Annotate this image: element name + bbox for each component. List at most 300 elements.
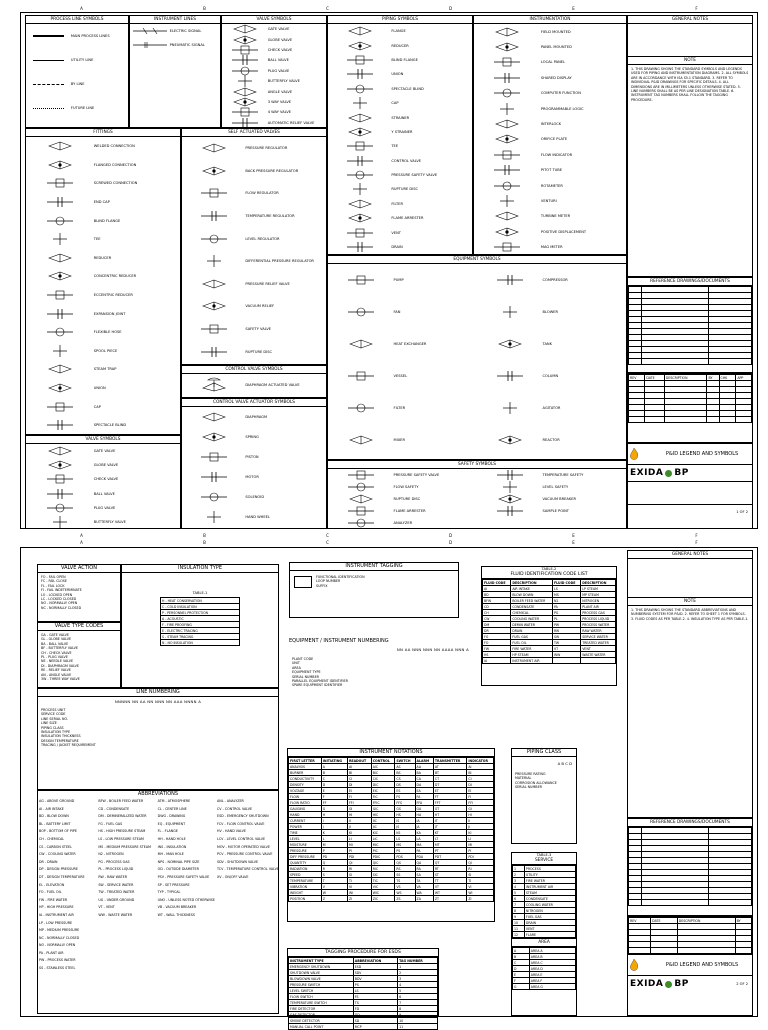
list-item: AG - ABOVE GROUND: [39, 799, 75, 803]
table-cell: PDS: [395, 854, 415, 860]
symbol-glyph-icon: [328, 53, 391, 67]
symbol-label: ORIFICE PLATE: [540, 137, 568, 142]
list-item: PIPING CLASS: [41, 725, 64, 730]
table-cell: FS: [395, 794, 415, 800]
title-block: [627, 443, 753, 529]
legend-row: [26, 286, 180, 305]
table-cell: P - PERSONNEL PROTECTION: [161, 610, 240, 616]
revision-panel: [627, 373, 753, 443]
symbol-label: SHARED DISPLAY: [540, 75, 572, 80]
symbol-glyph-icon: [328, 505, 394, 517]
list-item: AN - ANGLE VALVE: [41, 672, 72, 677]
symbol-label: RUPTURE DISC: [245, 349, 273, 354]
symbol-glyph-icon: [182, 318, 245, 341]
table-cell: PI: [347, 848, 371, 854]
notes-subtitle: NOTE: [628, 598, 752, 606]
table-cell: LIC: [371, 836, 395, 842]
list-item: BA - BALL VALVE: [41, 641, 69, 646]
table-cell: PLANT AIR: [581, 604, 616, 610]
list-item: EQ - EQUIPMENT: [157, 821, 186, 826]
list-item: VB - VACUUM BREAKER: [157, 905, 197, 910]
legend-row: [474, 224, 626, 239]
symbol-glyph-icon: [26, 174, 94, 193]
symbol-glyph-icon: [26, 515, 94, 529]
table-cell: HIC: [371, 812, 395, 818]
symbol-label: PITOT TUBE: [540, 168, 563, 173]
list-item: HP - HIGH PRESSURE: [39, 905, 74, 910]
table-cell: FUEL GAS: [511, 634, 553, 640]
panel-title: VALVE ACTION: [38, 565, 120, 573]
list-item: RE - RELIEF VALVE: [41, 668, 71, 673]
piping-class-format: A B C D: [557, 761, 572, 766]
symbol-glyph-icon: [26, 379, 94, 398]
symbol-label: COLUMN: [542, 374, 559, 378]
table-cell: FI: [467, 794, 494, 800]
table-cell: AS: [395, 764, 415, 770]
legend-row: [26, 304, 180, 323]
symbol-glyph-icon: [182, 227, 245, 250]
symbol-glyph-icon: [26, 360, 94, 379]
table-cell: BT: [433, 770, 467, 776]
list-item: SW - SERVICE WATER: [98, 882, 134, 887]
legend-row: [474, 163, 626, 178]
table-cell: VI: [347, 884, 371, 890]
list-item: TW - TREATED WATER: [98, 890, 135, 895]
table-cell: LEVEL: [289, 836, 322, 842]
ruler-letter: B: [203, 539, 206, 545]
table-cell: LI: [467, 836, 494, 842]
table-cell: HA: [415, 812, 433, 818]
symbol-glyph-icon: [182, 507, 245, 527]
list-item: SS - STAINLESS STEEL: [39, 966, 76, 971]
table-cell: ZA: [415, 896, 433, 902]
table-cell: ESD: [353, 964, 397, 970]
symbol-glyph-icon: [474, 147, 541, 162]
table-cell: AREA A: [529, 948, 575, 954]
ruler-letter: E: [572, 532, 575, 538]
table-cell: FLARE: [524, 932, 575, 938]
table-cell: ZI: [467, 896, 494, 902]
table-header: INDICATOR: [467, 758, 494, 764]
list-item: HH - HAND HOLE: [157, 836, 186, 841]
table-cell: FI: [347, 794, 371, 800]
legend-row: [474, 209, 626, 224]
symbol-label: BLIND FLANGE: [93, 218, 121, 223]
table-cell: DRAIN: [524, 920, 575, 926]
table-cell: DI: [467, 782, 494, 788]
equipment-numbering-panel: [289, 638, 473, 730]
symbol-glyph-icon: [26, 472, 94, 486]
table-cell: PROCESS WATER: [581, 622, 616, 628]
instrument-lines-panel: [129, 15, 221, 128]
legend-row: [328, 481, 477, 493]
table-header: CONTROL: [371, 758, 395, 764]
symbol-label: FLANGE: [391, 29, 406, 34]
table-cell: FS: [353, 994, 397, 1000]
symbol-glyph-icon: [26, 487, 94, 501]
symbol-glyph-icon: [26, 267, 94, 286]
table-cell: EI: [347, 788, 371, 794]
list-item: ANL - ANALYZER: [216, 799, 244, 803]
table-cell: DEMIN WATER: [511, 622, 553, 628]
table-cell: CS: [395, 776, 415, 782]
legend-row: [477, 469, 626, 481]
top-ruler-2: [20, 538, 758, 546]
legend-row: [182, 467, 326, 487]
instrumentation-panel: [473, 15, 627, 255]
table-cell: FFA: [415, 800, 433, 806]
panel-title: ABBREVIATIONS: [137, 791, 179, 797]
list-item: PL - PROCESS LIQUID: [98, 867, 134, 872]
list-item: FW - FIRE WATER: [39, 897, 68, 902]
ruler-letter: E: [572, 539, 575, 545]
list-item: EQUIPMENT TYPE: [292, 670, 321, 675]
list-item: WW - WASTE WATER: [98, 912, 133, 917]
symbol-label: TEMPERATURE REGULATOR: [245, 214, 295, 219]
legend-row: [474, 147, 626, 162]
table-cell: FLOW: [289, 794, 322, 800]
table-cell: 10: [398, 1018, 438, 1024]
panel-title: PIPING CLASS: [512, 749, 576, 757]
table-header: ALARM: [415, 758, 433, 764]
legend-row: [328, 168, 472, 182]
table-cell: RIC: [371, 866, 395, 872]
table-cell: R: [321, 866, 347, 872]
legend-row: [182, 407, 326, 427]
list-item: VT - VENT: [98, 905, 115, 910]
table-row: [513, 984, 576, 990]
list-item: CW - COOLING WATER: [39, 852, 76, 857]
table-cell: IS: [395, 818, 415, 824]
symbol-glyph-icon: [477, 469, 543, 481]
list-item: OD - OUTSIDE DIAMETER: [157, 867, 199, 872]
list-item: DT - DESIGN TEMPERATURE: [39, 874, 85, 879]
symbol-label: INTERLOCK: [540, 122, 562, 127]
table-cell: SDV: [353, 970, 397, 976]
table-cell: SA: [415, 872, 433, 878]
symbol-label: SPECTACLE BLIND: [93, 423, 127, 428]
panel-title: SERVICE: [512, 857, 576, 865]
table-cell: LS: [395, 836, 415, 842]
table-cell: W: [321, 890, 347, 896]
legend-row: [328, 82, 472, 96]
legend-row: [474, 39, 626, 54]
bp-helios-icon: [665, 981, 672, 988]
table-cell: GD: [353, 1012, 397, 1018]
symbol-glyph-icon: [182, 160, 245, 183]
table-cell: TI: [347, 878, 371, 884]
symbol-glyph-icon: [477, 328, 543, 360]
symbol-glyph-icon: [474, 163, 541, 178]
line-number-format: NNNNN NN AA NN NNN NN AAA NNNN A: [114, 699, 202, 704]
reference-table: [628, 827, 752, 906]
table-cell: DIFF PRESSURE: [289, 854, 322, 860]
table-cell: VA: [415, 884, 433, 890]
table-cell: S: [321, 872, 347, 878]
symbol-label: RUPTURE DISC: [393, 497, 421, 501]
symbol-label: PRESSURE SAFETY VALVE: [391, 173, 438, 178]
symbol-label: AUTOMATIC RELIEF VALVE: [267, 120, 315, 125]
table-cell: GI: [467, 806, 494, 812]
revision-table: REV DATE DESCRIPTION BY CHK APP: [628, 374, 752, 423]
table-cell: DRAIN: [511, 628, 553, 634]
symbol-glyph-icon: [26, 444, 94, 458]
legend-row: [474, 193, 626, 208]
table-cell: AT: [433, 764, 467, 770]
list-item: FO - FAIL OPEN: [41, 575, 66, 579]
symbol-label: LEVEL SAFETY: [542, 485, 569, 489]
symbol-glyph-icon: [474, 101, 541, 116]
table-cell: CONDENSATE: [524, 896, 575, 902]
table-cell: 4: [513, 884, 525, 890]
symbol-glyph-icon: [26, 137, 94, 156]
area-table: [512, 947, 576, 990]
list-item: ESD - EMERGENCY SHUTDOWN: [216, 814, 269, 819]
symbol-label: PUMP: [393, 278, 404, 282]
symbol-label: TANK: [542, 342, 552, 346]
table-cell: GS: [395, 806, 415, 812]
legend-row: [182, 318, 326, 341]
table-cell: TS: [395, 878, 415, 884]
symbol-label: GLOBE VALVE: [93, 463, 119, 468]
symbol-glyph-icon: [182, 205, 245, 228]
table-cell: POSITION: [289, 896, 322, 902]
table-cell: MOISTURE: [289, 842, 322, 848]
table-cell: EMERGENCY SHUTDOWN: [289, 964, 354, 970]
symbol-glyph-icon: [182, 295, 245, 318]
table-cell: [581, 658, 616, 664]
table-cell: DIC: [371, 782, 395, 788]
partner-logo: BP: [674, 468, 689, 478]
symbol-label: MAG METER: [540, 245, 563, 250]
legend-row: [474, 86, 626, 101]
table-cell: HT: [433, 812, 467, 818]
table-cell: JA: [415, 824, 433, 830]
legend-row: [477, 296, 626, 328]
table-cell: CA: [415, 776, 433, 782]
ruler-letter: A: [80, 539, 83, 545]
table-cell: LI: [347, 836, 371, 842]
table-cell: DR: [483, 628, 511, 634]
symbol-label: GATE VALVE: [93, 449, 116, 454]
piping-symbols-panel: [327, 15, 473, 255]
table-cell: JIC: [371, 824, 395, 830]
table-cell: ST: [433, 872, 467, 878]
drawing-caption: P&ID LEGEND AND SYMBOLS: [665, 451, 739, 457]
symbol-glyph-icon: [474, 132, 541, 147]
ruler-letter: C: [326, 539, 329, 545]
table-cell: QUANTITY: [289, 860, 322, 866]
table-cell: C - COLD INSULATION: [161, 604, 240, 610]
drawing-caption: P&ID LEGEND AND SYMBOLS: [665, 962, 739, 968]
table-cell: PRESSURE: [289, 848, 322, 854]
table-cell: BLOW DOWN: [511, 592, 553, 598]
symbol-label: BACK PRESSURE REGULATOR: [245, 168, 299, 173]
list-item: DI - DIAPHRAGM VALVE: [41, 663, 79, 668]
symbol-label: CONCENTRIC REDUCER: [93, 274, 137, 279]
symbol-glyph-icon: [328, 264, 394, 296]
list-item: NO - NORMALLY OPEN: [41, 601, 78, 606]
line-numbering-panel: [37, 688, 279, 790]
symbol-label: 3 WAY VALVE: [267, 99, 292, 104]
legend-row: [182, 137, 326, 160]
symbol-label: COMPUTER FUNCTION: [540, 91, 581, 96]
table-cell: PT: [433, 848, 467, 854]
table-cell: PIC: [371, 848, 395, 854]
table-cell: PROCESS GAS: [581, 610, 616, 616]
list-item: PA - PLANT AIR: [39, 950, 64, 955]
table-cell: TI: [467, 878, 494, 884]
symbol-glyph-icon: [474, 193, 541, 208]
table-subtitle: TABLE-2: [541, 567, 557, 571]
table-cell: CD: [483, 604, 511, 610]
symbol-label: AGITATOR: [542, 406, 561, 410]
table-cell: QT: [433, 860, 467, 866]
symbol-glyph-icon: [26, 458, 94, 472]
legend-row: [328, 38, 472, 52]
legend-row: [328, 225, 472, 239]
table-cell: RAW WATER: [581, 628, 616, 634]
list-item: MP - MEDIUM PRESSURE: [39, 928, 80, 933]
table-cell: BOILER FEED WATER: [511, 598, 553, 604]
symbol-glyph-icon: [26, 501, 94, 515]
table-cell: 1: [398, 964, 438, 970]
table-cell: FIC: [371, 794, 395, 800]
table-cell: S - STEAM TRACING: [161, 634, 240, 640]
legend-row: [474, 70, 626, 85]
symbol-glyph-icon: [328, 82, 391, 96]
fluid-code-table: [482, 579, 616, 664]
table-cell: C: [513, 960, 530, 966]
list-item: PG - PROCESS GAS: [98, 859, 130, 864]
symbol-glyph-icon: [328, 493, 394, 505]
table-header: TRANSMITTER: [433, 758, 467, 764]
table-cell: N - NO INSULATION: [161, 640, 240, 646]
list-item: GL - GLOBE VALVE: [41, 637, 72, 642]
legend-row: [328, 469, 477, 481]
table-cell: CI: [347, 776, 371, 782]
table-cell: PA: [415, 848, 433, 854]
self-actuated-panel: [181, 128, 327, 365]
table-cell: PG: [552, 610, 580, 616]
table-cell: IT: [433, 818, 467, 824]
list-item: PLANT CODE: [292, 657, 314, 661]
insulation-type-panel: [121, 564, 279, 688]
table-cell: KS: [395, 830, 415, 836]
panel-title: FLUID IDENTIFICATION CODE LIST: [482, 571, 616, 579]
list-item: MH - MAN HOLE: [157, 852, 184, 857]
sheet-number: 1 OF 2: [736, 510, 748, 514]
panel-title: CONTROL VALVE ACTUATOR SYMBOLS: [182, 399, 326, 407]
valve-symbols-bottom-panel: [25, 435, 181, 529]
table-header: FLUID CODE: [483, 580, 511, 586]
table-cell: LS: [353, 988, 397, 994]
ruler-letter: A: [80, 532, 83, 538]
legend-row: [328, 517, 477, 529]
symbol-glyph-icon: [477, 493, 543, 505]
legend-row: [474, 24, 626, 39]
equipment-number-format: NN AA NNN NNN NN AAAA NNN A: [396, 647, 469, 652]
table-cell: TEMPERATURE: [289, 878, 322, 884]
table-cell: F: [513, 978, 530, 984]
legend-row: [328, 182, 472, 196]
table-cell: FF: [321, 800, 347, 806]
table-cell: BS: [395, 770, 415, 776]
symbol-label: DIAPHRAGM: [245, 415, 268, 419]
list-item: HS - HIGH PRESSURE STEAM: [98, 829, 146, 834]
panel-title: SELF ACTUATED VALVES: [182, 129, 326, 137]
table-cell: EIC: [371, 788, 395, 794]
symbol-glyph-icon: [474, 86, 541, 101]
table-cell: Q: [321, 860, 347, 866]
symbol-glyph-icon: [474, 55, 541, 70]
table3-panel: [511, 852, 577, 1016]
table-cell: II: [467, 818, 494, 824]
legend-row: [26, 249, 180, 268]
list-item: FUNCTIONAL IDENTIFICATION: [316, 575, 365, 579]
legend-row: [328, 240, 472, 254]
list-item: CH - CHECK VALVE: [41, 650, 72, 655]
table-cell: PRESSURE SWITCH: [289, 982, 354, 988]
symbol-label: MIXER: [393, 438, 405, 442]
list-item: N2 - NITROGEN: [98, 852, 124, 857]
symbol-label: Y STRAINER: [391, 129, 413, 134]
table-cell: RADIATION: [289, 866, 322, 872]
legend-row: [26, 515, 180, 529]
table-row: [289, 1024, 438, 1030]
table-cell: WT: [433, 890, 467, 896]
list-item: INS - INSULATION: [157, 844, 187, 849]
symbol-glyph-icon: [328, 296, 394, 328]
table-cell: AIC: [371, 764, 395, 770]
symbol-glyph-icon: [477, 424, 543, 456]
table-cell: C: [321, 776, 347, 782]
table-header: TAG NUMBER: [398, 958, 438, 964]
table-cell: FFT: [433, 800, 467, 806]
table-cell: HP STEAM: [511, 652, 553, 658]
list-item: SPARE EQUIPMENT IDENTIFIER: [292, 683, 343, 688]
panel-title: AREA: [512, 938, 576, 947]
legend-row: [26, 137, 180, 156]
legend-row: [328, 24, 472, 38]
table-cell: PA: [552, 604, 580, 610]
legend-row: [26, 342, 180, 361]
table-cell: A - ACOUSTIC: [161, 616, 240, 622]
legend-row: [328, 264, 477, 296]
legend-row: [26, 501, 180, 515]
table-row: [289, 896, 494, 902]
table-cell: EA: [415, 788, 433, 794]
symbol-label: LOCAL PANEL: [540, 60, 566, 65]
table-cell: BURNER: [289, 770, 322, 776]
symbol-label: ANALYZER: [393, 521, 413, 525]
table-cell: CONDUCTIVITY: [289, 776, 322, 782]
table-cell: SS: [395, 872, 415, 878]
table-cell: AI: [467, 764, 494, 770]
symbol-label: VENTURI: [540, 198, 557, 203]
table-cell: DS: [395, 782, 415, 788]
symbol-label: ANGLE VALVE: [267, 89, 293, 94]
panel-title: INSTRUMENTATION: [474, 16, 626, 24]
symbol-glyph-icon: [182, 273, 245, 296]
table-cell: SHUTDOWN VALVE: [289, 970, 354, 976]
reference-table: [628, 286, 752, 365]
table-cell: WASTE WATER: [581, 652, 616, 658]
tagging-procedure-panel: [287, 948, 439, 1029]
table-cell: SD: [353, 1018, 397, 1024]
table-cell: FO: [483, 640, 511, 646]
table-cell: PDT: [433, 854, 467, 860]
